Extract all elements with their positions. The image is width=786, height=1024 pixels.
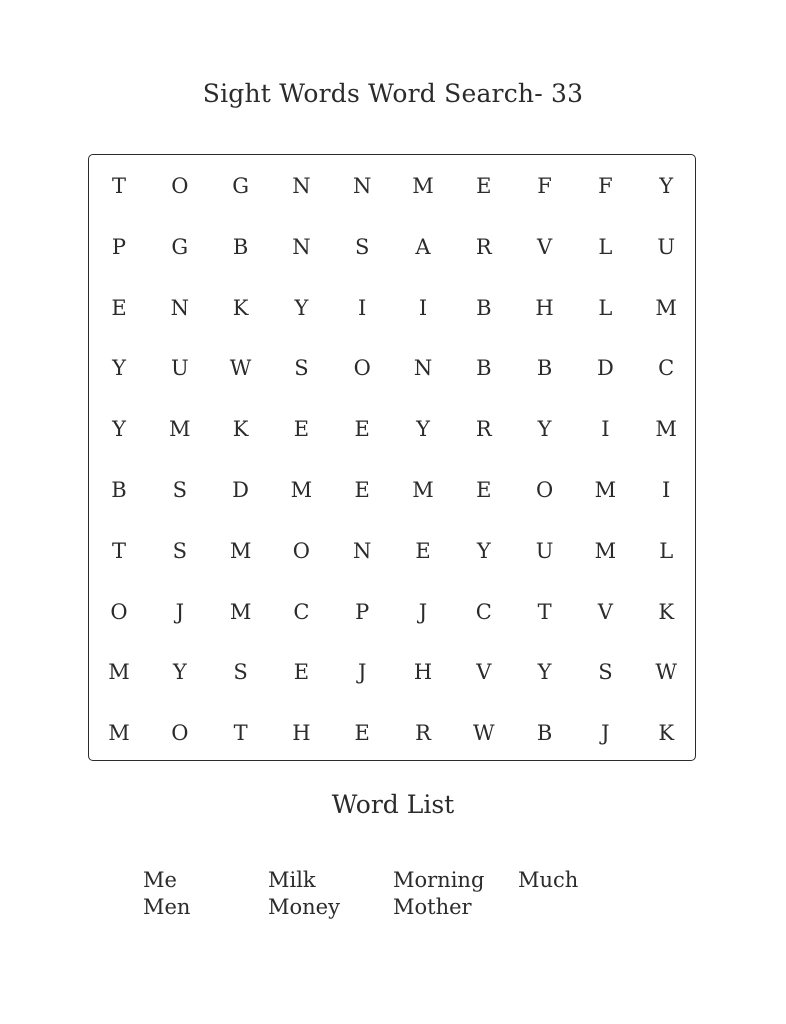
- grid-letter: G: [232, 174, 249, 198]
- grid-letter: K: [658, 721, 675, 746]
- grid-letter: S: [233, 660, 248, 685]
- grid-letter: B: [536, 356, 553, 381]
- word-list-title: Word List: [331, 790, 455, 819]
- grid-letter: H: [413, 660, 433, 685]
- grid-letter: E: [354, 478, 370, 502]
- grid-letter: T: [233, 721, 248, 746]
- grid-letter: E: [354, 417, 370, 442]
- grid-letter: N: [353, 538, 372, 563]
- grid-letter: C: [293, 599, 310, 624]
- grid-letter: Y: [112, 417, 126, 442]
- grid-letter: N: [292, 234, 311, 259]
- grid-letter: W: [229, 356, 252, 381]
- grid-letter: N: [292, 174, 311, 198]
- word-list-item: Milk: [268, 868, 316, 892]
- grid-letter: B: [536, 721, 553, 746]
- grid-letter: M: [594, 538, 617, 563]
- grid-letter: I: [662, 478, 671, 502]
- grid-letter: M: [169, 417, 191, 442]
- grid-letter: S: [598, 660, 613, 685]
- grid-letter: S: [354, 234, 370, 259]
- grid-letter: Y: [172, 660, 187, 685]
- grid-letter: M: [108, 660, 130, 685]
- grid-letter: B: [111, 478, 127, 502]
- word-list-item: Mother: [393, 895, 472, 919]
- grid-letter: R: [475, 234, 492, 259]
- grid-letter: L: [598, 234, 613, 259]
- grid-letter: V: [537, 234, 553, 259]
- grid-letter: D: [596, 356, 614, 381]
- grid-letter: G: [171, 234, 189, 259]
- grid-letter: M: [655, 417, 677, 442]
- grid-letter: L: [598, 295, 613, 320]
- grid-letter: C: [658, 356, 675, 381]
- grid-letter: C: [475, 599, 492, 624]
- grid-letter: W: [655, 660, 677, 685]
- grid-letter: P: [111, 234, 127, 259]
- grid-letter: N: [413, 356, 433, 381]
- grid-letter: A: [415, 234, 431, 259]
- grid-letter: M: [108, 721, 130, 746]
- grid-letter: M: [229, 599, 252, 624]
- grid-letter: K: [232, 417, 249, 442]
- grid-letter: Y: [537, 660, 552, 685]
- grid-letter: S: [294, 356, 309, 381]
- grid-letter: E: [476, 478, 492, 502]
- grid-letter: W: [473, 721, 495, 746]
- grid-letter: M: [412, 174, 434, 198]
- grid-letter: U: [170, 356, 189, 381]
- grid-letter: O: [110, 599, 128, 624]
- grid-letter: M: [655, 295, 677, 320]
- grid-letter: T: [537, 599, 552, 624]
- word-list-item: Money: [268, 895, 340, 919]
- grid-letter: E: [354, 721, 370, 746]
- grid-letter: F: [598, 174, 613, 198]
- grid-letter: B: [476, 295, 492, 320]
- grid-letter: O: [353, 356, 371, 381]
- grid-letter: I: [358, 295, 367, 320]
- grid-letter: H: [535, 295, 554, 320]
- grid-letter: B: [476, 356, 492, 381]
- grid-letter: Y: [294, 295, 309, 320]
- grid-letter: E: [415, 538, 431, 563]
- grid-letter: Y: [537, 417, 552, 442]
- grid-letter: N: [353, 174, 372, 198]
- grid-letter: P: [355, 599, 370, 624]
- grid-letter: U: [535, 538, 554, 563]
- grid-letter: Y: [112, 356, 126, 381]
- grid-letter: J: [418, 599, 428, 624]
- grid-letter: M: [229, 538, 252, 563]
- grid-letter: F: [537, 174, 552, 198]
- word-list-item: Me: [143, 868, 177, 892]
- grid-letter: J: [175, 599, 184, 624]
- grid-letter: B: [232, 234, 249, 259]
- grid-letter: Y: [416, 417, 430, 442]
- word-list-item: Morning: [393, 868, 485, 892]
- grid-letter: V: [476, 660, 492, 685]
- grid-letter: O: [535, 478, 554, 502]
- grid-letter: V: [597, 599, 613, 624]
- grid-letter: D: [232, 478, 250, 502]
- grid-letter: T: [111, 174, 126, 198]
- grid-letter: M: [290, 478, 313, 502]
- grid-letter: H: [292, 721, 311, 746]
- word-list-item: Men: [143, 895, 191, 919]
- grid-letter: Y: [476, 538, 491, 563]
- grid-letter: J: [601, 721, 610, 746]
- grid-letter: J: [357, 660, 367, 685]
- grid-letter: M: [594, 478, 617, 502]
- grid-letter: L: [659, 538, 674, 563]
- grid-letter: E: [293, 417, 310, 442]
- grid-letter: O: [171, 174, 189, 198]
- grid-letter: I: [601, 417, 610, 442]
- grid-letter: E: [476, 174, 492, 198]
- grid-letter: S: [172, 538, 187, 563]
- grid-letter: O: [171, 721, 189, 746]
- grid-letter: Y: [659, 174, 674, 198]
- grid-letter: E: [293, 660, 310, 685]
- grid-letter: M: [412, 478, 434, 502]
- grid-letter: E: [111, 295, 127, 320]
- grid-letter: N: [170, 295, 189, 320]
- grid-letter: O: [292, 538, 310, 563]
- grid-letter: U: [657, 234, 676, 259]
- grid-letter: R: [415, 721, 431, 746]
- grid-letter: I: [418, 295, 428, 320]
- grid-letter: K: [232, 295, 249, 320]
- page-title: Sight Words Word Search- 33: [202, 79, 584, 108]
- word-list-item: Much: [518, 868, 579, 892]
- grid-letter: S: [172, 478, 187, 502]
- grid-letter: K: [658, 599, 675, 624]
- grid-letter: T: [111, 538, 126, 563]
- grid-letter: R: [475, 417, 492, 442]
